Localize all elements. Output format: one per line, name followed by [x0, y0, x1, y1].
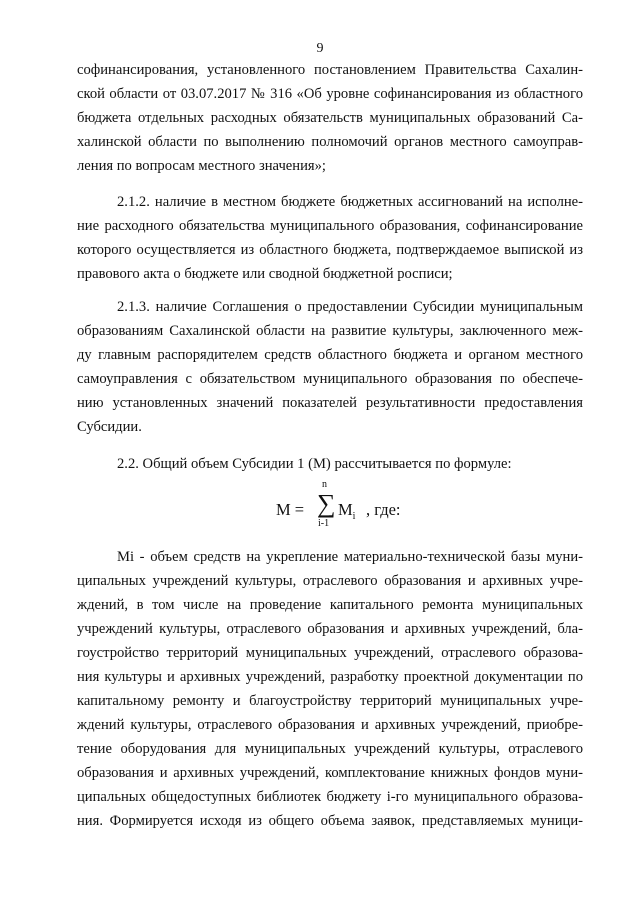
text-line: ждений, в том числе на проведение капитального ремонта муниципальных	[77, 597, 583, 613]
formula-upper-limit: n	[322, 479, 327, 490]
formula-tail: , где:	[366, 500, 401, 519]
text-line: ципальных учреждений культуры, отраслевого образования и архивных учре-	[77, 573, 583, 589]
paragraph-2-2	[77, 452, 583, 476]
text-line: 2.1.2. наличие в местном бюджете бюджетных ассигнований на исполне-	[117, 194, 583, 210]
text-line: ципальных общедоступных библиотек бюджету i-го муниципального образова-	[77, 789, 583, 805]
formula-lhs: M =	[276, 500, 305, 519]
text-line: Mi - объем средств на укрепление материально-технической базы муни-	[117, 549, 583, 565]
paragraph-continuation	[77, 58, 583, 178]
paragraph-2-1-3	[77, 295, 583, 439]
text-line: капитальному ремонту и благоустройству территорий муниципальных учре-	[77, 693, 583, 709]
text-line: софинансирования, установленного постановлением Правительства Сахалин-	[77, 62, 583, 78]
text-line: ния культуры и архивных учреждений, разработку проектной документации по	[77, 669, 583, 685]
text-line: ской области от 03.07.2017 № 316 «Об уровне софинансирования из областного	[77, 86, 583, 102]
page-number: 9	[316, 41, 324, 56]
formula-term-subscript: i	[352, 511, 356, 522]
text-line: бюджета отдельных расходных обязательств муниципальных образований Са-	[77, 110, 583, 126]
text-line: ления по вопросам местного значения»;	[77, 158, 326, 174]
text-line: 2.1.3. наличие Соглашения о предоставлении Субсидии муниципальным	[117, 299, 583, 315]
sum-formula	[0, 480, 640, 536]
text-line: нию установленных значений показателей результативности предоставления	[77, 395, 583, 411]
formula-term	[338, 500, 355, 527]
text-line: ду главным распорядителем средств областного бюджета и органом местного	[77, 347, 583, 363]
text-line: Субсидии.	[77, 419, 142, 435]
formula-lower-limit: i-1	[318, 518, 330, 529]
summation-symbol: ∑	[317, 489, 336, 518]
paragraph-2-1-2	[77, 190, 583, 286]
text-line: ния. Формируется исходя из общего объема заявок, представляемых муници-	[77, 813, 583, 829]
text-line: 2.2. Общий объем Субсидии 1 (М) рассчитывается по формуле:	[117, 456, 512, 472]
text-line: учреждений культуры, отраслевого образования и архивных учреждений, бла-	[77, 621, 583, 637]
text-line: самоуправления с обязательством муниципального образования по обеспече-	[77, 371, 583, 387]
paragraph-mi-definition	[77, 545, 583, 833]
text-line: образованиям Сахалинской области на развитие культуры, заключенного меж-	[77, 323, 583, 339]
text-line: халинской области по выполнению полномочий органов местного самоуправ-	[77, 134, 583, 150]
text-line: правового акта о бюджете или сводной бюджетной росписи;	[77, 266, 453, 282]
text-line: которого осуществляется из областного бюджета, подтверждаемое выпиской из	[77, 242, 583, 258]
text-line: ние расходного обязательства муниципального образования, софинансирование	[77, 218, 583, 234]
text-line: тение оборудования для муниципальных учреждений культуры, отраслевого	[77, 741, 583, 757]
text-line: образования и архивных учреждений, комплектование книжных фондов муни-	[77, 765, 583, 781]
formula-term-base: M	[338, 500, 353, 519]
text-line: ждений культуры, отраслевого образования и архивных учреждений, приобре-	[77, 717, 583, 733]
text-line: гоустройство территорий муниципальных учреждений, отраслевого образова-	[77, 645, 583, 661]
